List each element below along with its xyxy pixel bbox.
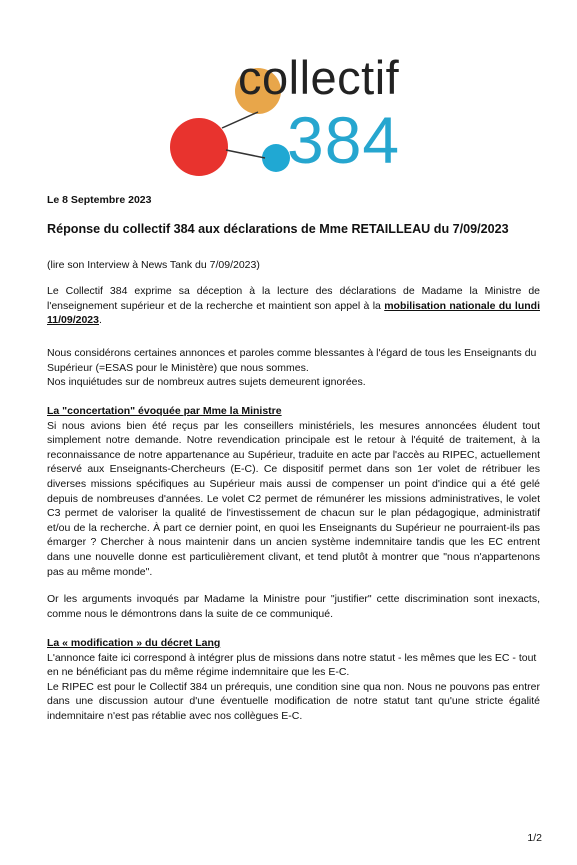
section-decret-lang xyxy=(47,636,540,724)
intro-paragraph: Le Collectif 384 exprime sa déception à la lecture des déclarations de Madame la Ministre de l'enseignement supérieur et de la recherche et maintient son appel à la mobilisation nationale du lundi 11/09/2023. xyxy=(47,285,540,327)
interview-note: (lire son Interview à News Tank du 7/09/2023) xyxy=(47,259,260,271)
section-body: Le RIPEC est pour le Collectif 384 un prérequis, une condition sine qua non. Nous ne pouvons pas entrer dans une discussion autour d'une éventuelle modification de notre statut tant qu'une stricte égalité indemnitaire n'est pas rétablie avec nos collègues E-C. xyxy=(47,680,540,722)
section-heading: La « modification » du décret Lang xyxy=(47,637,221,649)
logo-word-collectif: collectif xyxy=(238,51,400,104)
considerations-paragraph: Nous considérons certaines annonces et paroles comme blessantes à l'égard de tous les Enseignants du Supérieur (=ESAS pour le Ministère) que nous sommes. Nos inquiétudes sur de nombreux autres sujets demeurent ignorées. xyxy=(47,347,537,389)
section-heading: La "concertation" évoquée par Mme la Ministre xyxy=(47,405,282,417)
document-date: Le 8 Septembre 2023 xyxy=(47,194,152,206)
page-number: 1/2 xyxy=(527,832,542,844)
section-body: Si nous avions bien été reçus par les conseillers ministériels, les mesures annoncées éludent tout simplement notre demande. Notre revendication principale est le retour à l'équité de traitement, à la reconnaissance de notre appartenance au Supérieur, traduite en acte par l'accès au RIPEC, actuellement réservé aux Enseignants-Chercheurs (E-C). Ce dispositif permet dans son 1er volet de rétribuer les diverses missions spécifiques au Supérieur mais aussi de compenser un point d'indice qui a été gelé depuis de nombreuses d'années. Le volet C2 permet de rémunérer les missions administratives, le volet C3 permet de valoriser la qualité de l'investissement de chacun sur le plan pédagogique, administratif et/ou de la recherche. À part ce dernier point, en quoi les Enseignants du Supérieur ne pourraient-ils pas émarger ? Chercher à nous maintenir dans un ancien système indemnitaire tandis que les EC entrent dans une nouvelle donne est particulièrement clivant, et tend plutôt à montrer que "nous n'appartenons pas au même monde". xyxy=(47,419,540,578)
logo-number: 384 xyxy=(287,103,401,177)
section-body: L'annonce faite ici correspond à intégrer plus de missions dans notre statut - les mêmes que les EC - tout en ne bénéficiant pas du même régime indemnitaire que les E-C. xyxy=(47,651,537,679)
arguments-paragraph: Or les arguments invoqués par Madame la Ministre pour "justifier" cette discrimination sont inexacts, comme nous le démontrons dans la suite de ce communiqué. xyxy=(47,593,540,620)
document-title: Réponse du collectif 384 aux déclarations de Mme RETAILLEAU du 7/09/2023 xyxy=(47,222,509,236)
section-concertation xyxy=(47,404,540,579)
